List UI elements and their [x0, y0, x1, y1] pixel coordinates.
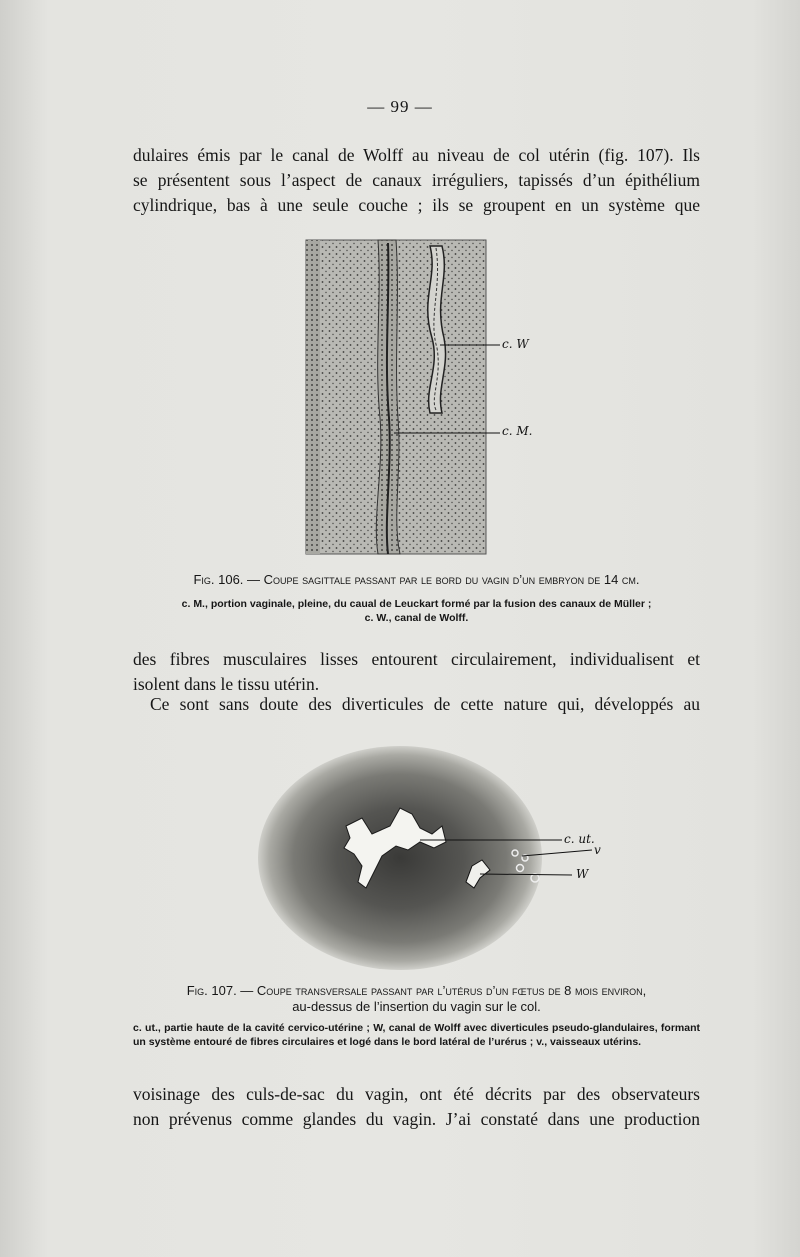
- label-cut: c. ut.: [564, 832, 595, 846]
- caption-title-cont: au-dessus de l’insertion du vagin sur le col.: [292, 999, 541, 1014]
- paragraph-1: [133, 143, 700, 218]
- paragraph-2: [133, 647, 700, 697]
- text-line: des fibres musculaires lisses entourent circulairement, individualisent et: [133, 649, 700, 669]
- text-line: cylindrique, bas à une seule couche ; ils se groupent en un système que: [133, 195, 700, 215]
- figure-107-caption: [133, 983, 700, 1015]
- page-number: — 99 —: [367, 97, 433, 116]
- label-v: v: [594, 843, 601, 857]
- caption-title: Fig. 107. — Coupe transversale passant par l’utérus d’un fœtus de 8 mois environ,: [186, 983, 647, 998]
- text-line: non prévenus comme glandes du vagin. J’ai constaté dans une production: [133, 1109, 700, 1129]
- figure-106-legend: [133, 597, 700, 625]
- legend-line: c. M., portion vaginale, pleine, du caual de Leuckart formé par la fusion des canaux de Müller ;: [181, 598, 652, 610]
- figure-107-legend: c. ut., partie haute de la cavité cervico-utérine ; W, canal de Wolff avec diverticules pseudo-glandulaires, formant un système entouré de fibres circulaires et logé dans le bord latéral de l’urérus ; v., vaisseaux utérins.: [133, 1022, 700, 1048]
- caption-title: Fig. 106. — Coupe sagittale passant par le bord du vagin d’un embryon de 14 cm.: [193, 572, 640, 587]
- text-line: voisinage des culs-de-sac du vagin, ont été décrits par des observateurs: [133, 1084, 700, 1104]
- figure-107-transverse-section: [250, 738, 610, 978]
- text-line: isolent dans le tissu utérin.: [133, 674, 320, 694]
- text-line: Ce sont sans doute des diverticules de cette nature qui, développés au: [150, 694, 700, 714]
- legend-line: c. W., canal de Wolff.: [364, 612, 469, 624]
- text-line: dulaires émis par le canal de Wolff au niveau de col utérin (fig. 107). Ils: [133, 145, 700, 165]
- label-cw: c. W: [502, 337, 529, 351]
- label-w: W: [576, 867, 589, 881]
- figure-106-caption: [133, 572, 700, 588]
- paragraph-3: [133, 692, 700, 717]
- figure-106-sagittal-section: [300, 238, 540, 556]
- paragraph-4: [133, 1082, 700, 1132]
- text-line: se présentent sous l’aspect de canaux irréguliers, tapissés d’un épithélium: [133, 170, 700, 190]
- label-cm: c. M.: [502, 424, 533, 438]
